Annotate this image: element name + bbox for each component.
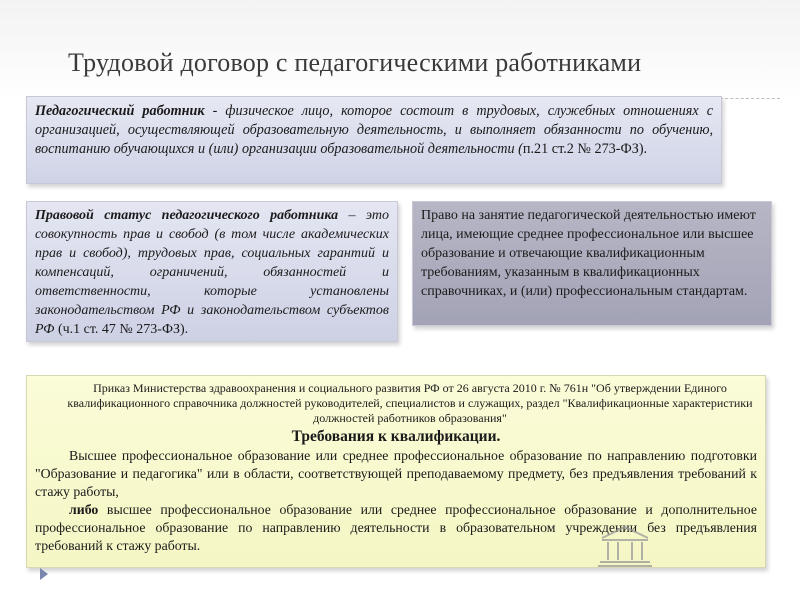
- requirements-title-text: Требования к квалификации: [291, 428, 497, 445]
- requirements-paragraph-1: Высшее профессиональное образование или среднее профессиональное образование по направлению подготовки "Образование и педагогика" или в области, соответствующей преподаваемому предмету, без предъявления требований к стажу работы,: [35, 448, 757, 499]
- order-box: [26, 375, 766, 568]
- requirements-either-word: либо: [69, 502, 99, 517]
- page-title: Трудовой договор с педагогическими работниками: [68, 48, 642, 77]
- requirements-title-dot: .: [496, 428, 501, 445]
- right-to-teach-box: [412, 201, 772, 326]
- definition-box: [26, 96, 722, 184]
- definition-reference: п.21 ст.2 № 273-ФЗ).: [522, 141, 648, 157]
- right-to-teach-text: Право на занятие педагогической деятельностью имеют лица, имеющие среднее профессиональное или высшее образование и отвечающие квалификационным требованиям, указанным в квалификационных справочниках, и (или) профессиональным стандартам.: [421, 208, 756, 299]
- requirements-paragraph-2-text: высшее профессиональное образование или среднее профессиональное образование и дополнительное профессиональное образование по направлению деятельности в образовательном учреждении без предъявления требований к стажу работы.: [35, 502, 757, 553]
- requirements-title: [35, 427, 757, 447]
- arrow-marker-icon: [40, 568, 48, 580]
- legal-status-body: – это совокупность прав и свобод (в том числе академических прав и свобод), трудовых прав, социальных гарантий и компенсаций, ограничений, обязанностей и ответственности, которые установлены законодательством РФ и законодательством субъектов РФ: [35, 208, 389, 337]
- legal-status-term: Правовой статус педагогического работника: [35, 208, 339, 223]
- title-divider: [720, 98, 780, 99]
- building-icon: [598, 524, 652, 568]
- legal-status-reference: (ч.1 ст. 47 № 273-ФЗ).: [54, 322, 189, 337]
- definition-term: Педагогический работник: [35, 103, 205, 119]
- definition-body: - физическое лицо, которое состоит в трудовых, служебных отношениях с организацией, осуществляющей образовательную деятельность, и выполняет обязанности по обучению, воспитанию обучающихся и (или) организации образовательной деятельности (: [35, 103, 713, 157]
- order-header: Приказ Министерства здравоохранения и социального развития РФ от 26 августа 2010 г. № 761н "Об утверждении Единого квалификационного справочника должностей руководителей, специалистов и служащих, раздел "Квалификационные характеристики должностей работников образования": [67, 381, 753, 425]
- legal-status-box: [26, 201, 398, 342]
